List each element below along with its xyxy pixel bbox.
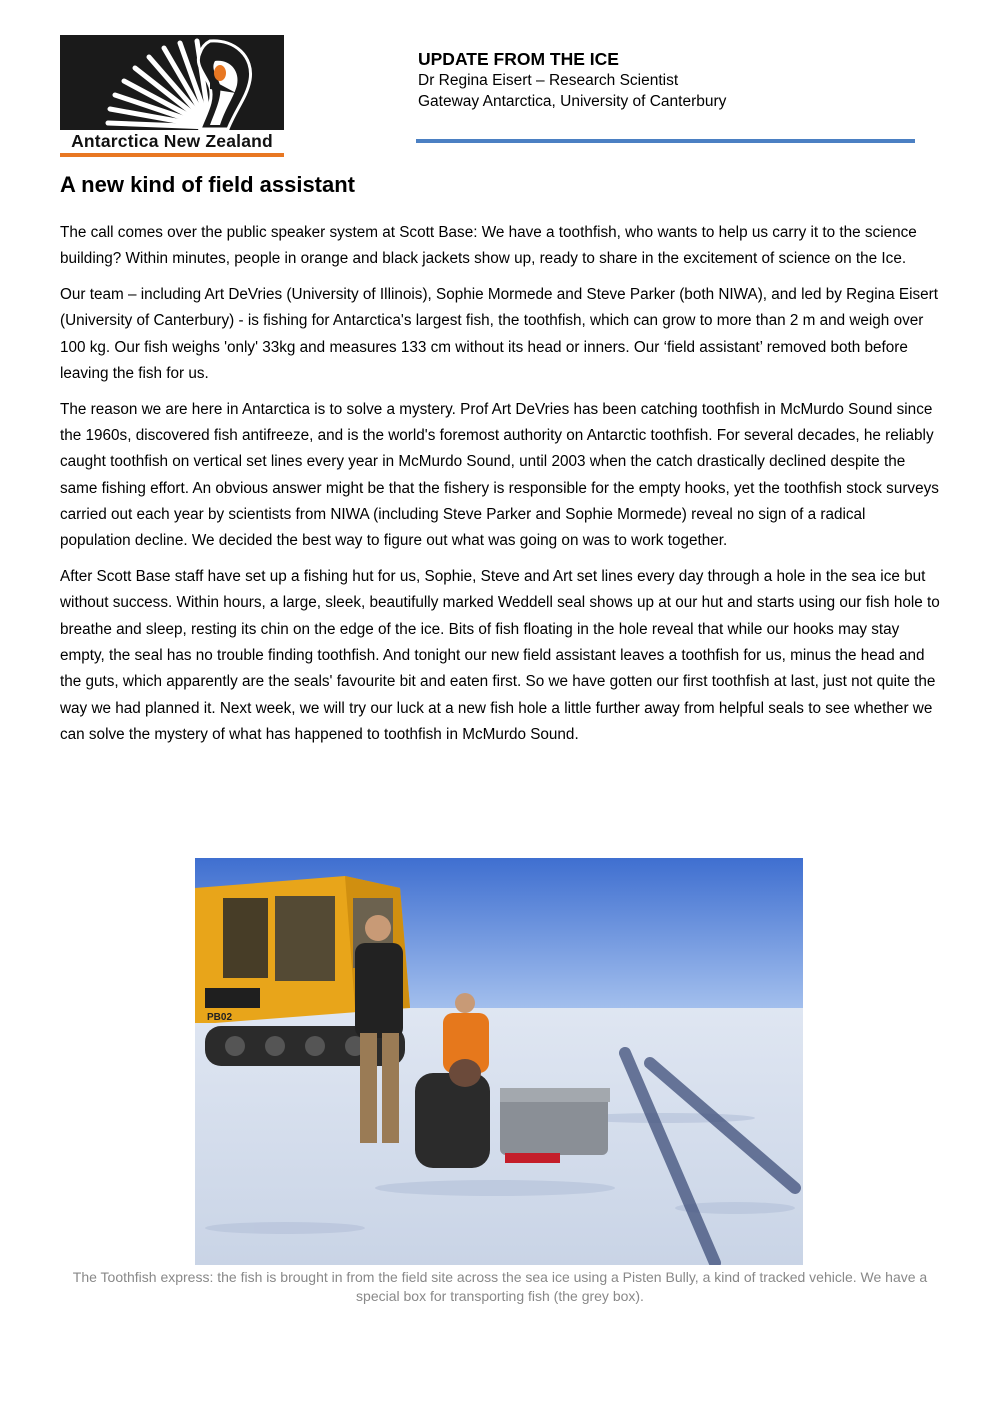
org-logo <box>60 35 284 159</box>
logo-accent-bar <box>60 153 284 157</box>
paragraph: After Scott Base staff have set up a fishing hut for us, Sophie, Steve and Art set lines every day through a hole in the sea ice but without success. Within hours, a large, sleek, beautifully marked Weddell seal shows up at our hut and starts using our fish hole to breathe and sleep, resting its chin on the edge of the ice. Bits of fish floating in the hole reveal that while our hooks may stay empty, the seal has no trouble finding toothfish. And tonight our new field assistant leaves a toothfish for us, minus the head and the guts, which apparently are the seals' favourite bit and eaten first. So we have gotten our first toothfish at last, just not quite the way we had planned it. Next week, we will try our luck at a new fish hole a little further away from helpful seals to see whether we can solve the mystery of what has happened to toothfish in McMurdo Sound. <box>60 568 940 743</box>
header-author: Dr Regina Eisert – Research Scientist <box>418 72 679 89</box>
article-photo <box>195 858 803 1265</box>
header-divider <box>416 139 915 143</box>
logo-org-name: Antarctica New Zealand <box>71 131 273 151</box>
photo-caption: The Toothfish express: the fish is brought in from the field site across the sea ice using a Pisten Bully, a kind of tracked vehicle. We have a special box for transporting fish (the grey box). <box>72 1269 928 1304</box>
grey-fish-box <box>500 1088 610 1163</box>
person-kneeling <box>415 1059 490 1168</box>
paragraph: Our team – including Art DeVries (University of Illinois), Sophie Mormede and Steve Parker (both NIWA), and led by Regina Eisert (University of Canterbury) - is fishing for Antarctica's largest fish, the toothfish, which can grow to more than 2 m and weigh over 100 kg. Our fish weighs 'only' 33kg and measures 133 cm without its head or inners. Our ‘field assistant’ removed both before leaving the fish for us. <box>60 286 938 382</box>
header-title: UPDATE FROM THE ICE <box>418 49 619 69</box>
penguin-logo-icon <box>60 35 284 130</box>
paragraph: The call comes over the public speaker system at Scott Base: We have a toothfish, who wants to help us carry it to the science building? Within minutes, people in orange and black jackets show up, ready to share in the excitement of science on the Ice. <box>60 224 917 268</box>
header-affiliation: Gateway Antarctica, University of Canterbury <box>418 93 727 110</box>
vehicle-label: PB02 <box>207 1012 233 1023</box>
paragraph: The reason we are here in Antarctica is to solve a mystery. Prof Art DeVries has been catching toothfish in McMurdo Sound since the 1960s, discovered fish antifreeze, and is the world's foremost authority on Antarctic toothfish. For several decades, he reliably caught toothfish on vertical set lines every year in McMurdo Sound, until 2003 when the catch drastically declined despite the same fishing effort. An obvious answer might be that the fishery is responsible for the empty hooks, yet the toothfish stock surveys carried out each year by scientists from NIWA (including Steve Parker and Sophie Mormede) reveal no sign of a radical population decline. We decided the best way to figure out what was going on was to work together. <box>60 400 939 550</box>
document-header <box>418 48 726 112</box>
article-title: A new kind of field assistant <box>60 172 356 197</box>
article-body <box>60 220 940 758</box>
